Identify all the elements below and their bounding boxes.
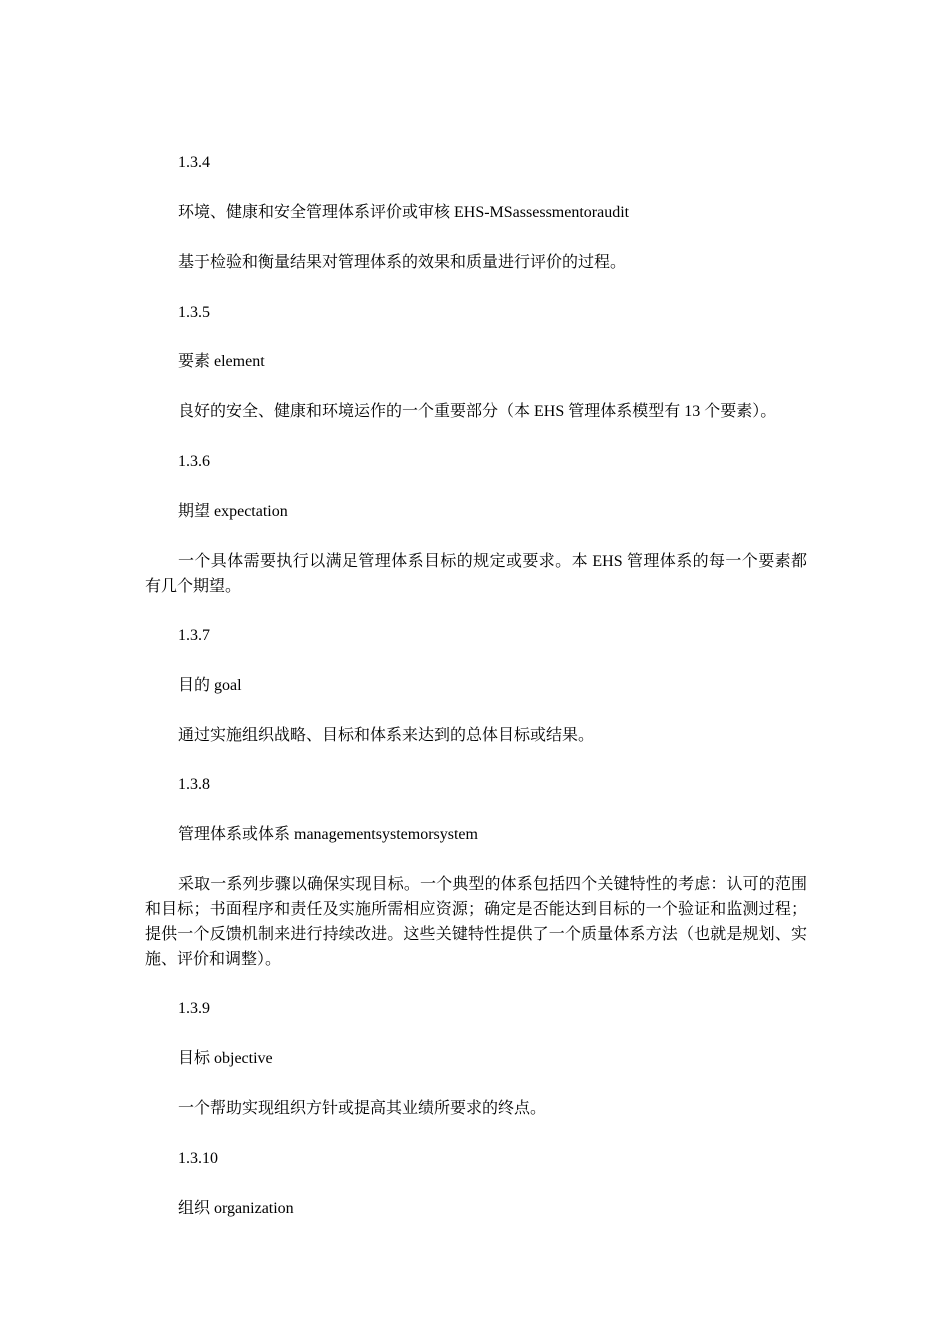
definition-text: 基于检验和衡量结果对管理体系的效果和质量进行评价的过程。: [178, 254, 627, 271]
section-number-1-3-4: 1.3.4: [178, 154, 210, 171]
definition-paragraph: 一个具体需要执行以满足管理体系目标的规定或要求。本 EHS 管理体系的每一个要素都有几个期望。: [145, 553, 807, 595]
section-number-1-3-6: 1.3.6: [178, 453, 210, 470]
section-number-1-3-5: 1.3.5: [178, 304, 210, 321]
section-number-1-3-7: 1.3.7: [178, 627, 210, 644]
term-heading-objective: 目标 objective: [178, 1050, 273, 1067]
section-number-1-3-10: 1.3.10: [178, 1150, 218, 1167]
term-heading-expectation: 期望 expectation: [178, 503, 288, 520]
section-number-1-3-9: 1.3.9: [178, 1000, 210, 1017]
term-heading-organization: 组织 organization: [178, 1200, 294, 1217]
definition-paragraph: 采取一系列步骤以确保实现目标。一个典型的体系包括四个关键特性的考虑：认可的范围和目标；书面程序和责任及实施所需相应资源；确定是否能达到目标的一个验证和监测过程；提供一个反馈机制来进行持续改进。这些关键特性提供了一个质量体系方法（也就是规划、实施、评价和调整）。: [145, 876, 807, 968]
section-number-1-3-8: 1.3.8: [178, 776, 210, 793]
definition-text: 通过实施组织战略、目标和体系来达到的总体目标或结果。: [178, 727, 595, 744]
term-heading-ehs-ms-assessment: 环境、健康和安全管理体系评价或审核 EHS-MSassessmentoraudit: [178, 204, 630, 221]
term-heading-goal: 目的 goal: [178, 677, 242, 694]
term-heading-element: 要素 element: [178, 353, 265, 370]
term-heading-management-system: 管理体系或体系 managementsystemorsystem: [178, 826, 478, 843]
definition-text: 良好的安全、健康和环境运作的一个重要部分（本 EHS 管理体系模型有 13 个要素）。: [178, 403, 777, 420]
definition-text: 一个帮助实现组织方针或提高其业绩所要求的终点。: [178, 1100, 547, 1117]
